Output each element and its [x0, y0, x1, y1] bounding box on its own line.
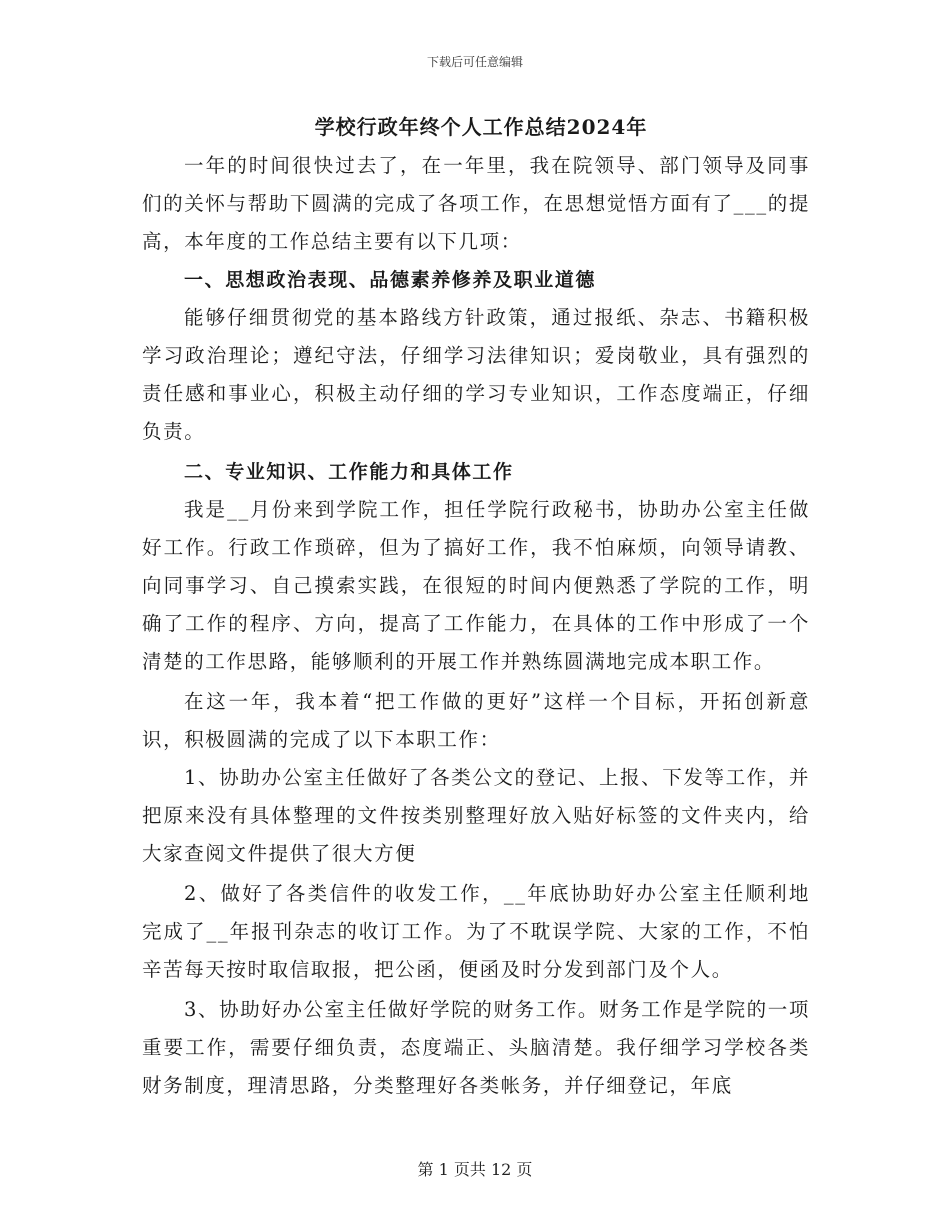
list-item-3: 3、协助好办公室主任做好学院的财务工作。财务工作是学院的一项重要工作，需要仔细负责，态度端正、头脑清楚。我仔细学习学校各类财务制度，理清思路，分类整理好各类帐务，并仔细登记，年底 [142, 998, 810, 1097]
page-footer: 第 1 页共 12 页 [417, 1160, 533, 1179]
document-title: 学校行政年终个人工作总结2024年 [314, 115, 648, 139]
section-2-paragraph-1: 我是__月份来到学院工作，担任学院行政秘书，协助办公室主任做好工作。行政工作琐碎，但为了搞好工作，我不怕麻烦，向领导请教、向同事学习、自己摸索实践，在很短的时间内便熟悉了学院的工作，明确了工作的程序、方向，提高了工作能力，在具体的工作中形成了一个清楚的工作思路，能够顺利的开展工作并熟练圆满地完成本职工作。 [142, 498, 810, 673]
page-header: 下载后可任意编辑 [426, 55, 523, 69]
section-2-paragraph-2: 在这一年，我本着“把工作做的更好”这样一个目标，开拓创新意识，积极圆满的完成了以下本职工作： [142, 690, 810, 751]
intro-paragraph: 一年的时间很快过去了，在一年里，我在院领导、部门领导及同事们的关怀与帮助下圆满的完成了各项工作，在思想觉悟方面有了___的提高，本年度的工作总结主要有以下几项： [142, 154, 810, 253]
list-item-2: 2、做好了各类信件的收发工作，__年底协助好办公室主任顺利地完成了__年报刊杂志的收订工作。为了不耽误学院、大家的工作，不怕辛苦每天按时取信取报，把公函，便函及时分发到部门及个人。 [142, 882, 810, 981]
section-1-paragraph: 能够仔细贯彻党的基本路线方针政策，通过报纸、杂志、书籍积极学习政治理论；遵纪守法，仔细学习法律知识；爱岗敬业，具有强烈的责任感和事业心，积极主动仔细的学习专业知识，工作态度端正，仔细负责。 [142, 306, 810, 443]
document-body [142, 113, 810, 1105]
list-item-1: 1、协助办公室主任做好了各类公文的登记、上报、下发等工作，并把原来没有具体整理的文件按类别整理好放入贴好标签的文件夹内，给大家查阅文件提供了很大方便 [142, 766, 810, 865]
section-heading-2: 二、专业知识、工作能力和具体工作 [184, 461, 514, 483]
section-heading-1: 一、思想政治表现、品德素养修养及职业道德 [184, 269, 597, 291]
